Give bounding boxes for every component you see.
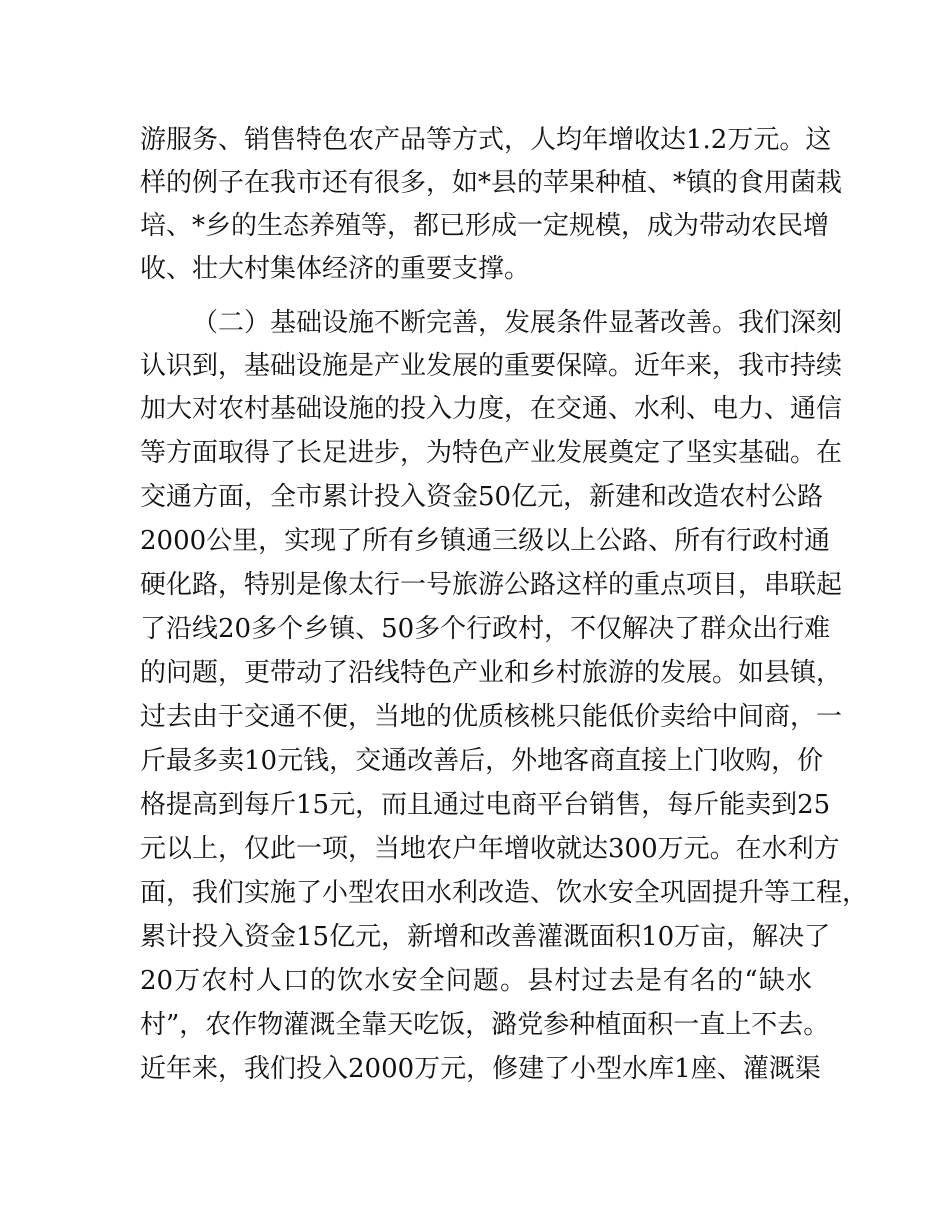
text-line: 等方面取得了长足进步，为特色产业发展奠定了坚实基础。在: [140, 438, 843, 468]
text-line: 样的例子在我市还有很多，如*县的苹果种植、*镇的食用菌栽: [140, 168, 843, 198]
text-line: 累计投入资金15亿元，新增和改善灌溉面积10万亩，解决了: [140, 922, 831, 952]
text-line: 培、*乡的生态养殖等，都已形成一定规模，成为带动农民增: [140, 211, 830, 241]
text-line: 的问题，更带动了沿线特色产业和乡村旅游的发展。如县镇，: [140, 658, 843, 688]
text-line: 游服务、销售特色农产品等方式，人均年增收达1.2万元。这: [140, 125, 832, 155]
text-line: 斤最多卖10元钱，交通改善后，外地客商直接上门收购，价: [140, 746, 824, 776]
text-line: 村”，农作物灌溉全靠天吃饭，潞党参种植面积一直上不去。: [140, 1010, 830, 1040]
text-line: 加大对农村基础设施的投入力度，在交通、水利、电力、通信: [140, 394, 843, 424]
text-line: 了沿线20多个乡镇、50多个行政村，不仅解决了群众出行难: [140, 614, 831, 644]
text-line: 交通方面，全市累计投入资金50亿元，新建和改造农村公路: [140, 482, 824, 512]
section-heading-line: （二）基础设施不断完善，发展条件显著改善。我们深刻: [192, 308, 843, 338]
text-line: 近年来，我们投入2000万元，修建了小型水库1座、灌溉渠: [140, 1054, 821, 1084]
text-line: 收、壮大村集体经济的重要支撑。: [140, 254, 531, 284]
text-line: 元以上，仅此一项，当地农户年增收就达300万元。在水利方: [140, 834, 840, 864]
text-line: 2000公里，实现了所有乡镇通三级以上公路、所有行政村通: [140, 526, 831, 556]
text-line: 认识到，基础设施是产业发展的重要保障。近年来，我市持续: [140, 351, 843, 381]
text-line: 硬化路，特别是像太行一号旅游公路这样的重点项目，串联起: [140, 570, 843, 600]
text-line: 20万农村人口的饮水安全问题。县村过去是有名的“缺水: [140, 966, 812, 996]
text-line: 格提高到每斤15元，而且通过电商平台销售，每斤能卖到25: [140, 790, 831, 820]
text-line: 过去由于交通不便，当地的优质核桃只能低价卖给中间商，一: [140, 702, 843, 732]
text-line: 面，我们实施了小型农田水利改造、饮水安全巩固提升等工程，: [140, 878, 869, 908]
